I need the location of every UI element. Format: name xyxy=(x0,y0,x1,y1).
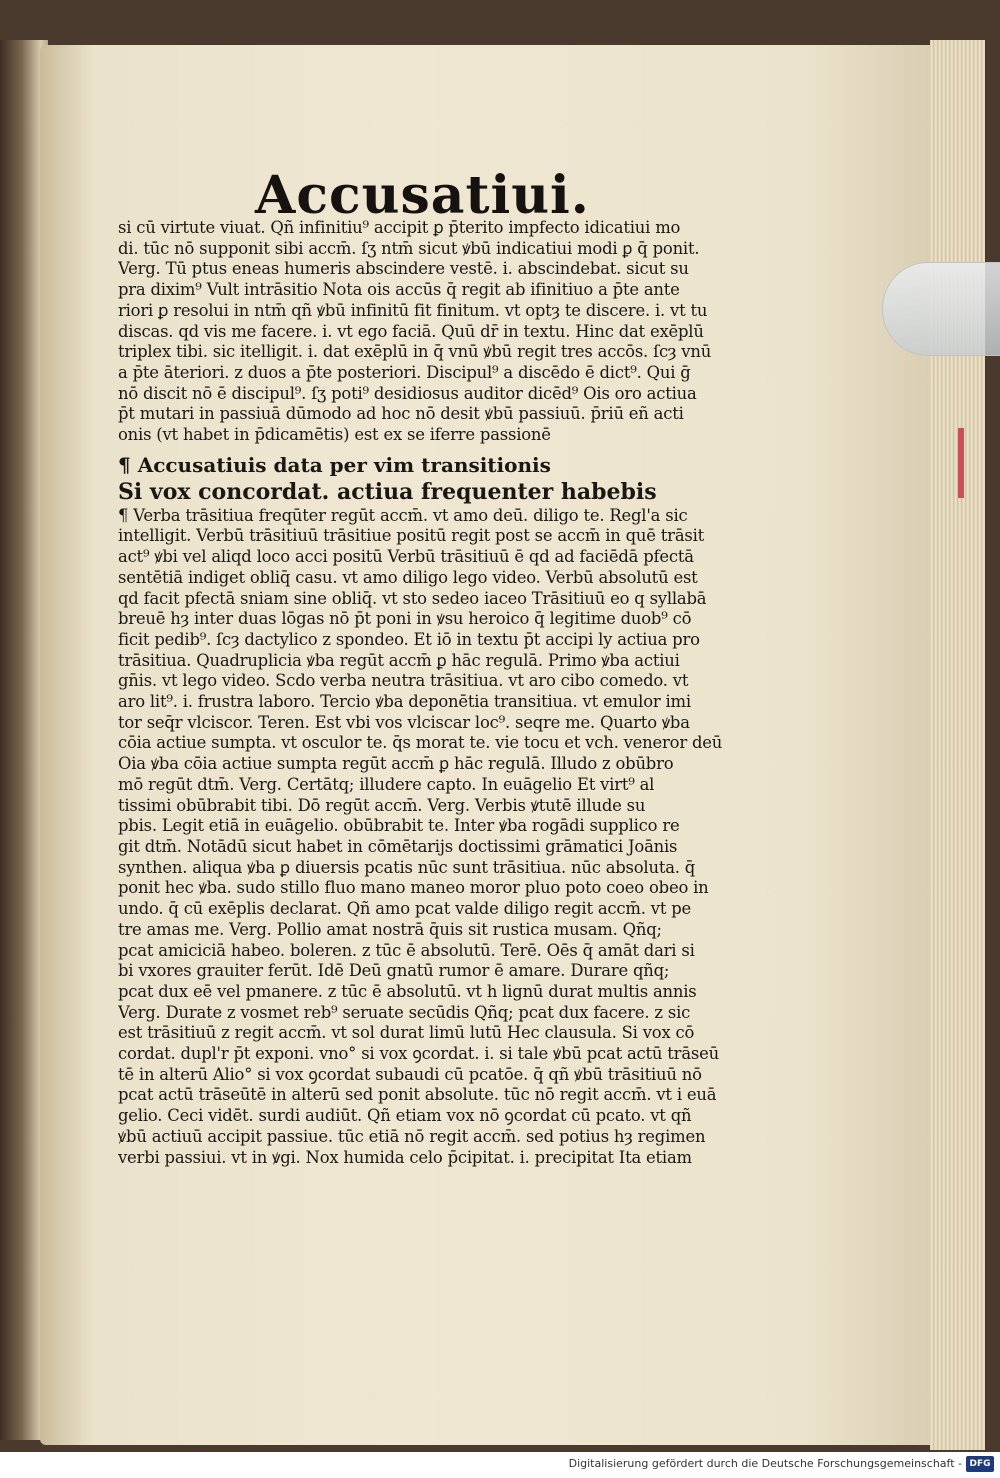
text-line: intelligit. Verbū trāsitiuū trāsitiue positū regit post se accm̄ in quē trāsit xyxy=(118,526,705,546)
bookmark-tab xyxy=(958,428,964,498)
text-line: qd facit pfectā sniam sine obliq̄. vt sto sedeo iaceo Trāsitiuū eo q syllabā xyxy=(118,588,707,608)
body-paragraph xyxy=(118,506,723,1169)
text-line: triplex tibi. sic itelligit. i. dat exēplū in q̄ vnū ꝟbū regit tres accōs. ſcȝ vnū xyxy=(118,342,712,362)
running-head: Accusatiui. xyxy=(255,165,590,226)
text-line: Verg. Tū ptus eneas humeris abscindere vestē. i. abscindebat. sicut su xyxy=(118,259,689,279)
text-line: si cū virtute viuat. Qñ infinitiu⁹ accipit ꝑ p̄terito impfecto idicatiui mo xyxy=(118,218,681,237)
text-line: cōia actiue sumpta. vt osculor te. q̄s morat te. vie tocu et vch. veneror deū xyxy=(118,733,723,753)
text-line: pcat actū trāseūtē in alterū sed ponit absolute. tūc nō regit accm̄. vt i euā xyxy=(118,1085,717,1105)
text-line: trāsitiua. Quadruplicia ꝟba regūt accm̄ ꝑ hāc regulā. Primo ꝟba actiui xyxy=(118,650,680,670)
text-line: act⁹ ꝟbi vel aliqd loco acci positū Verbū trāsitiuū ē qd ad faciēdā pfectā xyxy=(118,547,694,567)
text-line: breuē hȝ inter duas lōgas nō p̄t poni in ꝟsu heroico q̄ legitime duob⁹ cō xyxy=(118,609,692,629)
text-line: synthen. aliqua ꝟba ꝑ diuersis pcatis nūc sunt trāsitiua. nūc absoluta. q̄ xyxy=(118,857,696,877)
text-line: discas. qd vis me facere. i. vt ego faciā. Quū dr̄ in textu. Hinc dat exēplū xyxy=(118,321,704,341)
text-line: sentētiā indiget obliq̄ casu. vt amo diligo lego video. Verbū absolutū est xyxy=(118,567,698,587)
text-line: a p̄te āteriori. z duos a p̄te posteriori. Discipul⁹ a discēdo ē dict⁹. Qui ḡ xyxy=(118,362,691,382)
text-line: tē in alterū Alio° si vox ꝯcordat subaudi cū pcatōe. q̄ qñ ꝟbū trāsitiuū nō xyxy=(118,1064,702,1084)
dfg-logo-icon: DFG xyxy=(966,1456,994,1472)
text-line: Oia ꝟba cōia actiue sumpta regūt accm̄ ꝑ hāc regulā. Illudo z obūbro xyxy=(118,754,674,774)
text-line: onis (vt habet in p̄dicamētis) est ex se iferre passionē xyxy=(118,425,551,445)
text-line: p̄t mutari in passiuā dūmodo ad hoc nō desit ꝟbū passiuū. p̄riū eñ acti xyxy=(118,404,684,424)
ruler-clip xyxy=(882,262,1000,356)
text-line: mō regūt dtm̄. Verg. Certātq; illudere capto. In euāgelio Et virt⁹ al xyxy=(118,774,655,794)
text-line: pcat amiciciā habeo. boleren. z tūc ē absolutū. Terē. Oēs q̄ amāt dari si xyxy=(118,940,695,960)
text-line: tre amas me. Verg. Pollio amat nostrā q̄uis sit rustica musam. Qñq; xyxy=(118,919,662,939)
text-line: ꝟbū actiuū accipit passiue. tūc etiā nō regit accm̄. sed potius hȝ regimen xyxy=(118,1126,706,1146)
text-line: riori ꝑ resolui in ntm̄ qñ ꝟbū infinitū fit finitum. vt optȝ te discere. i. vt tu xyxy=(118,300,708,320)
text-line: Verg. Durate z vosmet reb⁹ seruate secūdis Qñq; pcat dux facere. z sic xyxy=(118,1002,691,1022)
text-line: undo. q̄ cū exēplis declarat. Qñ amo pcat valde diligo regit accm̄. vt pe xyxy=(118,899,692,919)
text-line: ¶ Verba trāsitiua freqūter regūt accm̄. vt amo deū. diligo te. Regl'a sic xyxy=(118,505,688,525)
page-edges xyxy=(930,40,985,1450)
text-line: ponit hec ꝟba. sudo stillo fluo mano maneo moror pluo poto coeo obeo in xyxy=(118,878,709,898)
text-line: di. tūc nō supponit sibi accm̄. ſʒ ntm̄ sicut ꝟbū indicatiui modi ꝑ q̄ ponit. xyxy=(118,238,700,258)
text-line: aro lit⁹. i. frustra laboro. Tercio ꝟba deponētia transitiua. vt emulor imi xyxy=(118,692,691,712)
text-line: tor seq̄r vlciscor. Teren. Est vbi vos vlciscar loc⁹. seqre me. Quarto ꝟba xyxy=(118,712,690,732)
text-line: ficit pedib⁹. ſcȝ dactylico z spondeo. Et iō in textu p̄t accipi ly actiua pro xyxy=(118,629,700,649)
footer-credit: Digitalisierung gefördert durch die Deutsche Forschungsgemeinschaft - xyxy=(568,1457,962,1470)
text-line: pcat dux eē vel pmanere. z tūc ē absolutū. vt h lignū durat multis annis xyxy=(118,981,697,1001)
text-line: est trāsitiuū z regit accm̄. vt sol durat limū lutū Hec clausula. Si vox cō xyxy=(118,1023,695,1043)
text-line: bi vxores grauiter ferūt. Idē Deū gnatū rumor ē amare. Durare qñq; xyxy=(118,961,670,981)
section-title: ¶ Accusatiuis data per vim transitionis xyxy=(118,452,551,477)
footer xyxy=(0,1452,1000,1478)
text-line: git dtm̄. Notādū sicut habet in cōmētarijs doctissimi grāmatici Joānis xyxy=(118,836,678,856)
text-line: nō discit nō ē discipul⁹. ſʒ poti⁹ desidiosus auditor dicēd⁹ Ois oro actiua xyxy=(118,383,697,403)
text-line: pbis. Legit etiā in euāgelio. obūbrabit te. Inter ꝟba rogādi supplico re xyxy=(118,816,680,836)
text-block xyxy=(118,218,723,1168)
verse-line: Si vox concordat. actiua frequenter habebis xyxy=(118,478,657,505)
text-line: gelio. Ceci vidēt. surdi audiūt. Qñ etiam vox nō ꝯcordat cū pcato. vt qñ xyxy=(118,1106,692,1126)
text-line: verbi passiui. vt in ꝟgi. Nox humida celo p̄cipitat. i. precipitat Ita etiam xyxy=(118,1147,692,1167)
text-line: tissimi obūbrabit tibi. Dō regūt accm̄. Verg. Verbis ꝟtutē illude su xyxy=(118,795,646,815)
text-line: pra dixim⁹ Vult intrāsitio Nota ois accūs q̄ regit ab ifinitiuo a p̄te ante xyxy=(118,280,680,300)
intro-paragraph xyxy=(118,218,723,446)
text-line: cordat. dupl'r p̄t exponi. vno° si vox ꝯcordat. i. si tale ꝟbū pcat actū trāseū xyxy=(118,1044,719,1064)
text-line: gn̄is. vt lego video. Scd̄o verba neutra trāsitiua. vt aro cibo comedo. vt xyxy=(118,671,689,691)
